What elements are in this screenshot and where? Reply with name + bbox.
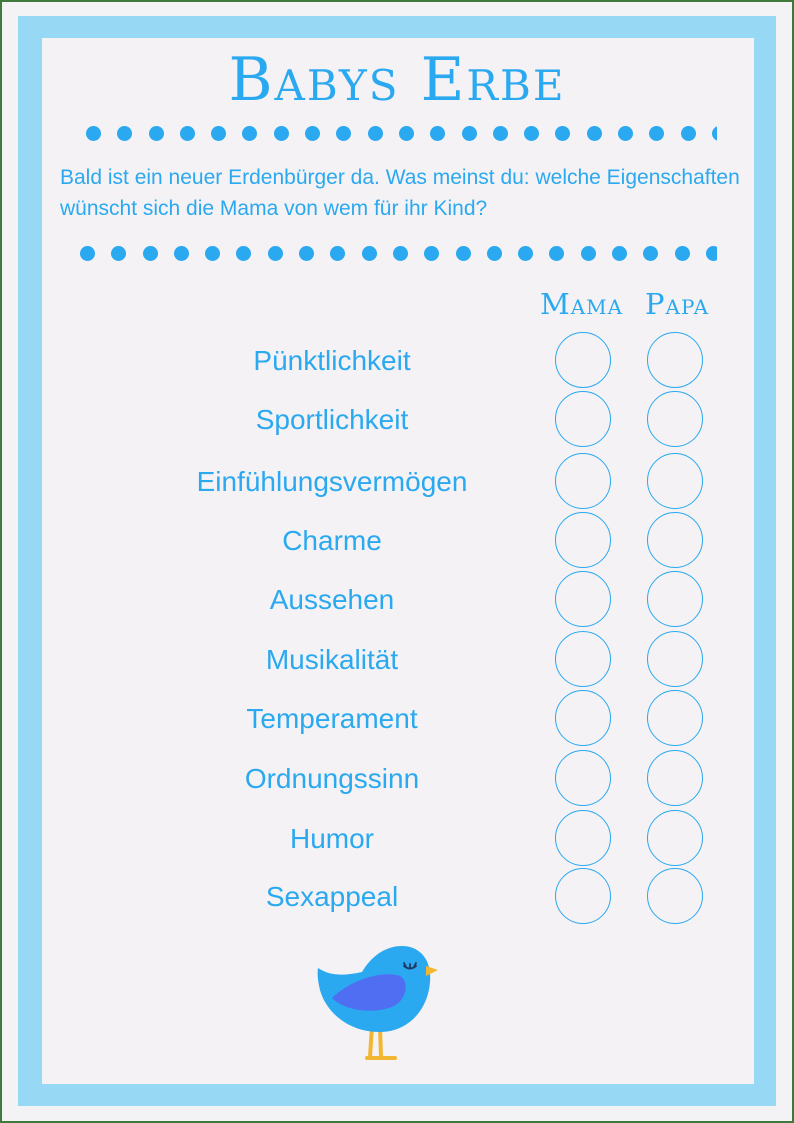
dotted-divider-top [86,125,717,145]
column-header-mama: Mama [540,287,624,321]
papa-checkbox-circle[interactable] [647,690,703,746]
papa-checkbox-circle[interactable] [647,512,703,568]
trait-label: Aussehen [269,584,395,615]
intro-text: Bald ist ein neuer Erdenbürger da. Was meinst du: welche Eigenschaften wünscht sich die Mama von wem für ihr Kind? [60,166,740,220]
trait-label: Charme [282,525,382,556]
trait-row [0,749,794,809]
mama-checkbox-circle[interactable] [555,750,611,806]
trait-row [0,570,794,630]
bird-icon [310,940,442,1066]
papa-checkbox-circle[interactable] [647,571,703,627]
trait-label: Sexappeal [265,881,399,912]
trait-label: Musikalität [265,644,399,675]
papa-checkbox-circle[interactable] [647,453,703,509]
trait-label: Einfühlungsvermögen [196,466,468,497]
papa-checkbox-circle[interactable] [647,750,703,806]
trait-row [0,390,794,450]
papa-checkbox-circle[interactable] [647,810,703,866]
trait-row [0,809,794,869]
trait-label: Sportlichkeit [255,404,409,435]
column-header-papa: Papa [645,287,710,321]
mama-checkbox-circle[interactable] [555,571,611,627]
mama-checkbox-circle[interactable] [555,391,611,447]
trait-label: Ordnungssinn [244,763,420,794]
papa-checkbox-circle[interactable] [647,332,703,388]
trait-row [0,689,794,749]
trait-row [0,452,794,512]
mama-checkbox-circle[interactable] [555,332,611,388]
trait-label: Temperament [246,703,418,734]
mama-checkbox-circle[interactable] [555,690,611,746]
trait-row [0,630,794,690]
trait-row [0,867,794,927]
mama-checkbox-circle[interactable] [555,631,611,687]
trait-label: Pünktlichkeit [253,345,411,376]
mama-checkbox-circle[interactable] [555,868,611,924]
papa-checkbox-circle[interactable] [647,631,703,687]
mama-checkbox-circle[interactable] [555,810,611,866]
page-title: Babys Erbe [228,45,566,115]
trait-row [0,511,794,571]
papa-checkbox-circle[interactable] [647,391,703,447]
mama-checkbox-circle[interactable] [555,512,611,568]
trait-label: Humor [289,823,374,854]
papa-checkbox-circle[interactable] [647,868,703,924]
mama-checkbox-circle[interactable] [555,453,611,509]
dotted-divider-bottom [80,245,717,265]
trait-row [0,331,794,391]
